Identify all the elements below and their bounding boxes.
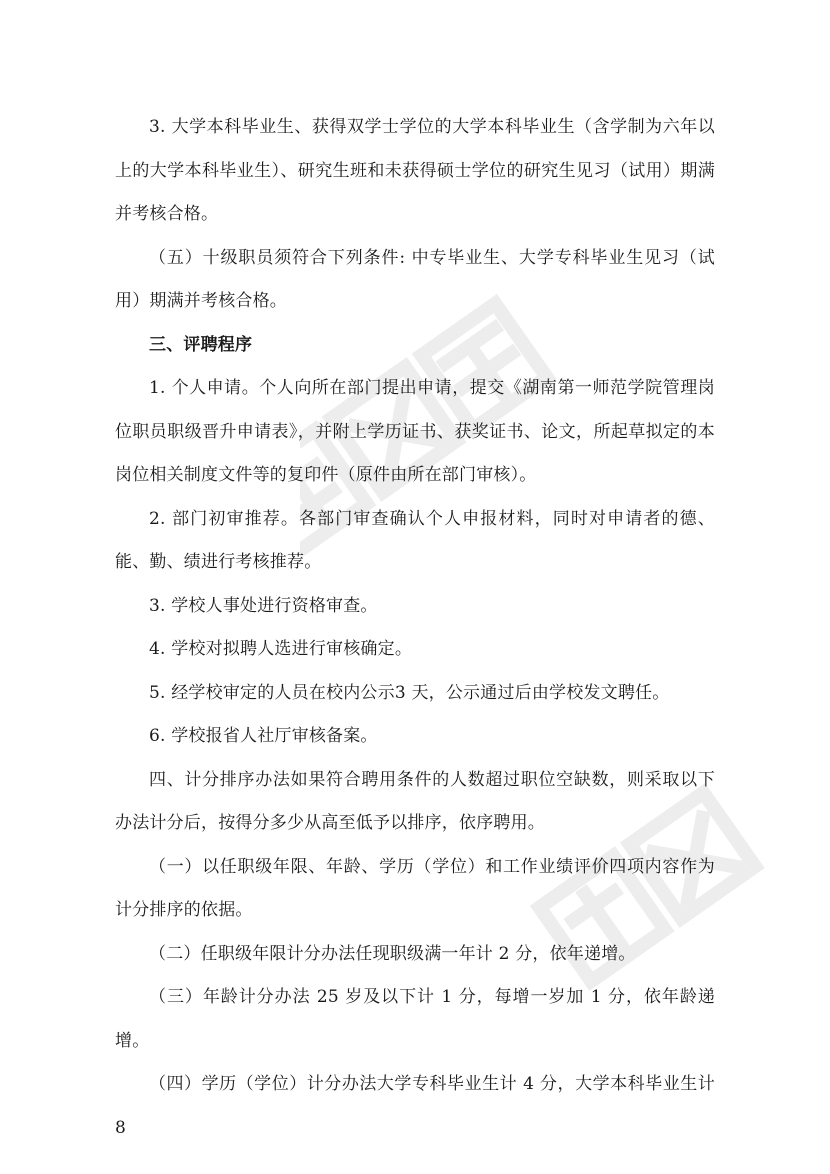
paragraph-13: （三）年龄计分办法 25 岁及以下计 1 分，每增一岁加 1 分，依年龄递增。 [115,987,715,1051]
paragraph-8: 5. 经学校审定的人员在校内公示3 天，公示通过后由学校发文聘任。 [149,682,670,703]
paragraph-4: 1. 个人申请。个人向所在部门提出申请，提交《湖南第一师范学院管理岗位职员职级晋升申请表》，并附上学历证书、获奖证书、论文，所起草拟定的本岗位相关制度文件等的复印件（原件由所在部门审核）。 [115,378,715,485]
paragraph-9: 6. 学校报省人社厅审核备案。 [149,726,378,746]
paragraph-12: （二）任职级年限计分办法任现职级满一年计 2 分，依年递增。 [149,943,636,964]
paragraph-7: 4. 学校对拟聘人选进行审核确定。 [149,639,413,659]
paragraph-1: 3. 大学本科毕业生、获得双学士学位的大学本科毕业生（含学制为六年以上的大学本科毕业生）、研究生班和未获得硕士学位的研究生见习（试用）期满并考核合格。 [115,117,715,224]
paragraph-2: （五）十级职员须符合下列条件: 中专毕业生、大学专科毕业生见习（试用）期满并考核合格。 [115,247,715,311]
paragraph-11: （一）以任职级年限、年龄、学历（学位）和工作业绩评价四项内容作为计分排序的依据。 [115,856,715,920]
document-body [115,106,715,1150]
paragraph-14: （四）学历（学位）计分办法大学专科毕业生计 4 分，大学本科毕业生计 8 [115,1074,715,1138]
paragraph-5: 2. 部门初审推荐。各部门审查确认个人申报材料，同时对申请者的德、能、勤、绩进行考核推荐。 [115,508,715,572]
paragraph-6: 3. 学校人事处进行资格审查。 [149,595,378,616]
paragraph-10: 四、计分排序办法如果符合聘用条件的人数超过职位空缺数，则采取以下办法计分后，按得分多少从高至低予以排序，依序聘用。 [115,769,715,833]
section-heading-review-procedure: 三、评聘程序 [149,334,253,355]
